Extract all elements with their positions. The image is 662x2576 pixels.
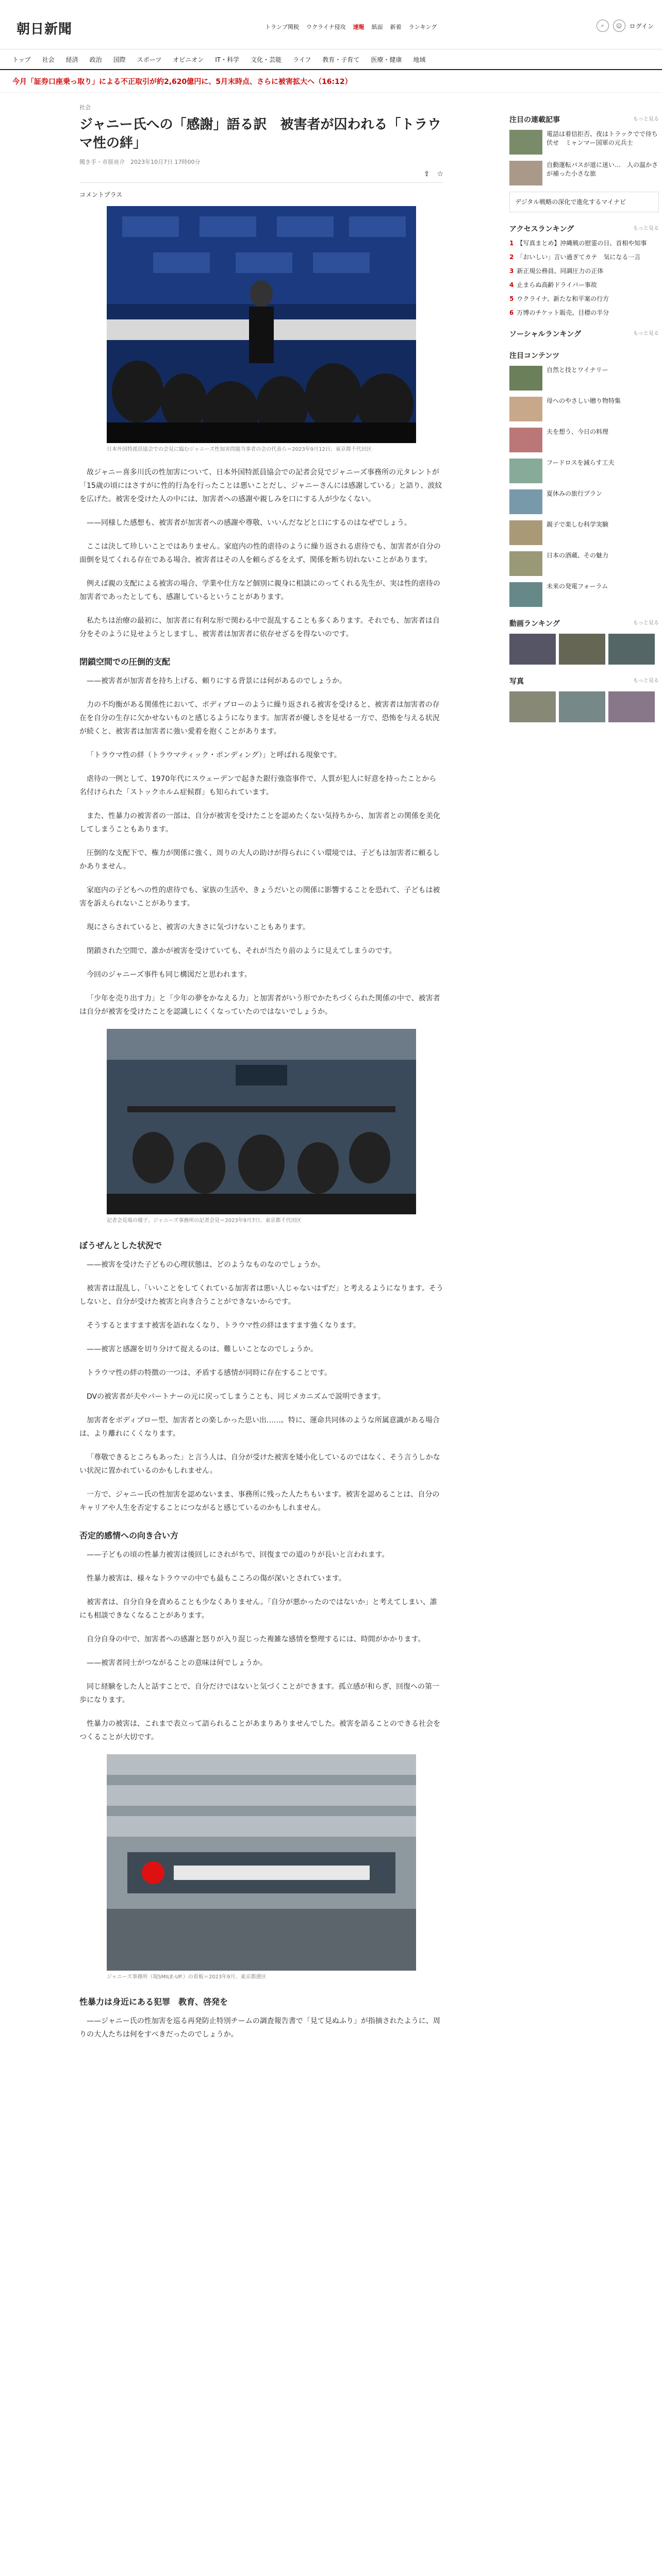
nav-item[interactable]: 経済 (65, 56, 78, 63)
sidebar-heading (509, 224, 659, 234)
sidebar-heading (509, 618, 659, 629)
main-nav (0, 49, 662, 70)
nav-item[interactable]: トップ (12, 56, 31, 63)
content-item[interactable] (509, 582, 659, 607)
article-paragraph: 「トラウマ性の絆（トラウマティック・ボンディング）」と呼ばれる現象です。 (87, 751, 341, 759)
thumbnail (509, 489, 542, 514)
article-question: ——同様した感想も、被害者が加害者への感謝や尊敬、いいんだなどと口にするのはなぜでしょう。 (87, 519, 411, 527)
article-paragraph: 力の不均衡がある関係性において、ボディブローのように繰り返される被害を受けると、被害者は加害者の存在を自分の生存に欠かせないものと感じるようになります。加害者が優しさを見せる一方で、恐怖を与える状況が続くと、被害者は加害者に強い愛着を抱くことがあります。 (79, 701, 440, 736)
ranking-title: ウクライナ、新たな和平案の行方 (517, 295, 609, 302)
article-paragraph: 虐待の一例として、1970年代にスウェーデンで起きた銀行強盗事件で、人質が犯人に好意を持ったことから名付けられた「ストックホルム症候群」も知られています。 (79, 775, 437, 796)
video-thumb[interactable] (509, 634, 556, 665)
breadcrumb[interactable]: 社会 (79, 104, 91, 111)
nav-item[interactable]: 国際 (113, 56, 126, 63)
article-question: ——子どもの頃の性暴力被害は後回しにされがちで、回復までの道のりが長いと言われます。 (87, 1551, 389, 1559)
nav-item[interactable]: 教育・子育て (322, 56, 360, 63)
sidebar-article[interactable] (509, 130, 659, 155)
sidebar-heading (509, 114, 659, 125)
share-icon[interactable]: ⇪ (423, 170, 430, 178)
ranking-item[interactable]: 4 止まらぬ高齢ドライバー事故 (509, 281, 597, 289)
sidebar-article-title: 電話は着信拒否、夜はトラックでで待ち伏せ ミャンマー国軍の元兵士 (547, 130, 658, 146)
content-item[interactable] (509, 520, 659, 545)
page-title: ジャニー氏への「感謝」語る訳 被害者が囚われる「トラウマ性の絆」 (79, 117, 441, 151)
nav-item[interactable]: ライフ (293, 56, 311, 63)
ranking-item[interactable]: 5 ウクライナ、新たな和平案の行方 (509, 295, 609, 302)
article-paragraph: 「尊敬できるところもあった」と言う人は、自分が受けた被害を矮小化しているのではなく、そう言うしかない状況に置かれているのかもしれません。 (79, 1453, 440, 1475)
header-links (265, 23, 437, 31)
article-photo (107, 206, 416, 443)
header-link[interactable]: トランプ関税 (265, 24, 299, 30)
article-paragraph: 被害者は、自分自身を責めることも少なくありません。「自分が悪かったのではないか」と考えてしまい、誰にも相談できなくなることがあります。 (79, 1598, 437, 1620)
article-paragraph: 性暴力の被害は、これまで表立って語られることがあまりありませんでした。被害を語ることのできる社会をつくることが大切です。 (79, 1720, 440, 1741)
nav-item[interactable]: オピニオン (173, 56, 204, 63)
more-link[interactable]: もっと見る (633, 620, 659, 626)
article-paragraph: 自分自身の中で、加害者への感謝と怒りが入り混じった複雑な感情を整理するには、時間がかかります。 (87, 1635, 425, 1643)
video-carousel (509, 634, 659, 665)
nav-item[interactable]: 医療・健康 (371, 56, 402, 63)
photo-thumb[interactable] (509, 691, 556, 722)
article-paragraph: 被害者は混乱し、「いいことをしてくれている加害者は悪い人じゃないはずだ」と考えるようになります。そうしないと、自分が受けた被害と向き合うことができないからです。 (79, 1284, 443, 1306)
nav-item[interactable]: 文化・芸能 (251, 56, 282, 63)
article-question: ——被害と感謝を切り分けて捉えるのは、難しいことなのでしょうか。 (87, 1345, 318, 1353)
article-question: ——被害者が加害者を持ち上げる、頼りにする背景には何があるのでしょうか。 (87, 677, 346, 685)
photo-carousel (509, 691, 659, 722)
content-title: 夫を想う、今日の料理 (547, 428, 609, 435)
thumbnail (509, 520, 542, 545)
video-thumb[interactable] (559, 634, 605, 665)
header-link[interactable]: 紙面 (371, 24, 383, 30)
article-paragraph: トラウマ性の絆の特徴の一つは、矛盾する感情が同時に存在することです。 (87, 1369, 332, 1377)
sidebar-heading-text: ソーシャルランキング (509, 330, 582, 338)
nav-item[interactable]: IT・科学 (215, 56, 240, 63)
content-title: 夏休みの旅行プラン (547, 490, 603, 497)
article (79, 103, 443, 2052)
section-heading: 閉鎖空間での圧倒的支配 (79, 657, 171, 667)
comment-plus-bar (79, 187, 443, 206)
nav-item[interactable]: 社会 (42, 56, 55, 63)
content-title: 日本の酒蔵、その魅力 (547, 552, 609, 559)
content-title: 自然と技とワイナリー (547, 366, 608, 374)
header-link[interactable]: 新着 (390, 24, 402, 30)
photo-caption: 日本外国特派員協会での会見に臨むジャニーズ性加害問題当事者の会の代表ら＝2023年9月12日、東京都千代田区 (107, 447, 372, 452)
bookmark-icon[interactable]: ☆ (437, 170, 443, 178)
thumbnail (509, 551, 542, 576)
photo-thumb[interactable] (559, 691, 605, 722)
ranking-item[interactable]: 2 「おいしい」言い過ぎてカテ 気になる一言 (509, 253, 641, 261)
article-paragraph: また、性暴力の被害者の一部は、自分が被害を受けたことを認めたくない気持ちから、加害者との関係を美化してしまうこともあります。 (79, 812, 440, 834)
press-conference-photo (107, 206, 416, 443)
article-photo (107, 1029, 416, 1214)
site-logo[interactable]: 朝日新聞 (16, 22, 73, 37)
nav-item[interactable]: 政治 (89, 56, 102, 63)
more-link[interactable]: もっと見る (633, 116, 659, 122)
login-link[interactable]: ログイン (629, 22, 654, 30)
header-actions (597, 20, 654, 32)
nav-item[interactable]: スポーツ (137, 56, 162, 63)
content-item[interactable] (509, 428, 659, 452)
header-link[interactable]: 速報 (353, 24, 365, 30)
sidebar-heading (509, 676, 659, 686)
sidebar (509, 103, 659, 722)
more-link[interactable]: もっと見る (633, 226, 659, 231)
content-item[interactable] (509, 366, 659, 391)
site-header (0, 0, 662, 49)
ranking-title: 【写真まとめ】沖縄戦の慰霊の日、首相や知事 (517, 240, 647, 247)
ad-block[interactable]: デジタル戦略の深化で進化するマイナビ (509, 192, 659, 212)
sidebar-heading (509, 350, 659, 361)
article-paragraph: 私たちは治療の最初に、加害者に有利な形で関わる中で混乱することも多くあります。それでも、加害者は自分をそのように見せようとしますし、被害者は加害者に依存せざるを得ないのです。 (79, 617, 440, 638)
comment-plus-label[interactable]: コメントプラス (79, 191, 123, 198)
sidebar-heading-text: 注目の連載記事 (509, 116, 560, 124)
article-question: ——被害者同士がつながることの意味は何でしょうか。 (87, 1659, 267, 1667)
article-paragraph: 「少年を売り出す力」と「少年の夢をかなえる力」と加害者がいう形でかたちづくられた関係の中で、被害者は自分が被害を受けたことを認識しにくくなっていたのではないでしょうか。 (79, 994, 440, 1016)
content-title: 未来の発電フォーラム (547, 583, 608, 590)
article-photo (107, 1754, 416, 1971)
header-link[interactable]: ウクライナ侵攻 (306, 24, 346, 30)
ranking-title: 新正規公務員、同調圧力の正体 (517, 267, 604, 275)
article-paragraph: そうするとますます被害を語れなくなり、トラウマ性の絆はますます強くなります。 (87, 1321, 360, 1330)
ranking-item[interactable]: 6 万博のチケット販売、目標の半分 (509, 309, 609, 316)
section-heading: ぼうぜんとした状況で (79, 1241, 162, 1250)
article-paragraph: 例えば親の支配による被害の場合、学業や仕方など個別に親身に相談にのってくれる先生が、実は性的虐待の加害者であったとしても、感謝しているということがあります。 (79, 580, 440, 601)
section-heading: 否定的感情への向き合い方 (79, 1531, 179, 1540)
more-link[interactable]: もっと見る (633, 331, 659, 336)
photo-caption: 記者会見場の様子。ジャニーズ事務所の記者会見＝2023年9月7日、東京都千代田区 (107, 1218, 302, 1224)
article-question: ——ジャニー氏の性加害を巡る再発防止特別チームの調査報告書で「見て見ぬふり」が指摘されたように、周りの大人たちは何をすべきだったのでしょうか。 (79, 2017, 440, 2039)
article-paragraph: 性暴力被害は、様々なトラウマの中でも最もこころの傷が深いとされています。 (87, 1574, 346, 1583)
article-paragraph: ここは決して珍しいことではありません。家庭内の性的虐待のように繰り返される虐待でも、加害者が自分の面倒を見てくれる存在である場合、被害者はその人を頼らざるをえず、関係を断ち切れないことがあります。 (79, 543, 441, 564)
article-paragraph: DVの被害者が夫やパートナーの元に戻ってしまうことも、同じメカニズムで説明できます。 (87, 1393, 385, 1401)
photo-caption: ジャニーズ事務所（現SMILE-UP.）の看板＝2023年9月、東京都港区 (107, 1974, 267, 1980)
user-icon[interactable]: ☺ (613, 20, 625, 32)
sidebar-article[interactable] (509, 161, 659, 185)
article-paragraph: 現にさらされていると、被害の大きさに気づけないこともあります。 (87, 923, 310, 931)
video-thumb[interactable] (608, 634, 655, 665)
content-title: フードロスを減らす工夫 (547, 459, 615, 466)
ranking-title: 万博のチケット販売、目標の半分 (517, 309, 609, 316)
breaking-news[interactable]: 今月「証券口座乗っ取り」による不正取引が約2,620億円に、5月末時点、さらに被害拡大へ（16:12） (0, 70, 662, 93)
content-title: 母へのやさしい贈り物特集 (547, 397, 621, 404)
thumbnail (509, 161, 542, 185)
content-item[interactable] (509, 551, 659, 576)
thumbnail (509, 428, 542, 452)
article-tools (79, 170, 443, 183)
photo-thumb[interactable] (608, 691, 655, 722)
content-item[interactable] (509, 397, 659, 421)
thumbnail (509, 582, 542, 607)
article-paragraph: 故ジャニー喜多川氏の性加害について、日本外国特派員協会での記者会見でジャニーズ事務所の元タレントが「15歳の頃にはさすがに性的行為を行ったことは悪いことだし、ジャニーさんには感謝している」と語り、波紋を広げた。被害を受けた人の中には、加害者への感謝や親しみを口にする人が少なくない。 (79, 468, 442, 503)
building-sign-photo (107, 1754, 416, 1971)
nav-item[interactable]: 地域 (413, 56, 426, 63)
pressroom-photo (107, 1029, 416, 1214)
thumbnail (509, 130, 542, 155)
more-link[interactable]: もっと見る (633, 678, 659, 684)
article-paragraph: 閉鎖された空間で、誰かが被害を受けていても、それが当たり前のように見えてしまうのです。 (87, 947, 396, 955)
ranking-item[interactable]: 3 新正規公務員、同調圧力の正体 (509, 267, 604, 275)
ranking-item[interactable]: 1 【写真まとめ】沖縄戦の慰霊の日、首相や知事 (509, 240, 647, 247)
thumbnail (509, 459, 542, 483)
content-title: 親子で楽しむ科学実験 (547, 521, 609, 528)
byline: 聞き手・市原亮介 2023年10月7日 17時00分 (79, 159, 201, 165)
thumbnail (509, 366, 542, 391)
thumbnail (509, 397, 542, 421)
content-item[interactable] (509, 489, 659, 514)
ranking-title: 「おいしい」言い過ぎてカテ 気になる一言 (517, 253, 641, 261)
ranking-title: 止まらぬ高齢ドライバー事故 (517, 281, 597, 289)
article-paragraph: 一方で、ジャニー氏の性加害を認めないまま、事務所に残った人たちもいます。被害を認めることは、自分のキャリアや人生を否定することにつながると感じているのかもしれません。 (79, 1490, 440, 1512)
article-question: ——被害を受けた子どもの心理状態は、どのようなものなのでしょうか。 (87, 1261, 325, 1269)
sidebar-article-title: 自動運転バスが道に迷い… 人の温かさが補った小さな旅 (547, 161, 658, 177)
header-link[interactable]: ランキング (408, 24, 437, 30)
sidebar-heading-text: 写真 (509, 677, 524, 686)
sidebar-heading-text: 動画ランキング (509, 620, 560, 628)
article-paragraph: 今回のジャニーズ事件も同じ構図だと思われます。 (87, 971, 252, 979)
article-paragraph: 加害者をボディブロー型、加害者との楽しかった思い出……。特に、運命共同体のような所属意識がある場合は、より離れにくくなります。 (79, 1416, 440, 1438)
sidebar-heading-text: 注目コンテンツ (509, 352, 560, 360)
search-icon[interactable]: ⌕ (597, 20, 609, 32)
article-paragraph: 同じ経験をした人と話すことで、自分だけではないと気づくことができます。孤立感が和らぎ、回復への第一歩になります。 (79, 1683, 440, 1704)
article-paragraph: 家庭内の子どもへの性的虐待でも、家族の生活や、きょうだいとの関係に影響することを恐れて、子どもは被害を訴えられないことがあります。 (79, 886, 440, 908)
sidebar-heading (509, 329, 659, 339)
sidebar-heading-text: アクセスランキング (509, 225, 574, 233)
article-paragraph: 圧倒的な支配下で、権力が関係に強く、周りの大人の助けが得られにくい環境では、子どもは加害者に頼るしかありません。 (79, 849, 440, 871)
section-heading: 性暴力は身近にある犯罪 教育、啓発を (79, 1997, 228, 2007)
content-item[interactable] (509, 459, 659, 483)
